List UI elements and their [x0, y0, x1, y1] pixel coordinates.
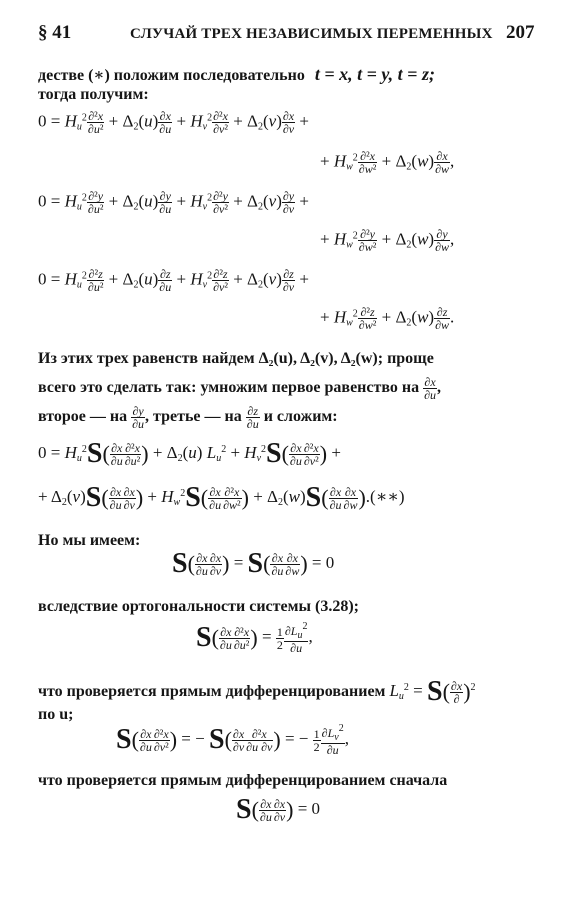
- lu-derivative-equation: S( $\frac{\partial x}{\partial u}$ $\frac{\text{∂²x}}{\text{∂u²}}$ ) = $\frac{1}{2}$ $\frac{\partial L_u^2}{\partial u}$ ,: [196, 621, 313, 655]
- page-number: 207: [506, 22, 535, 43]
- intro-line-2: тогда получим:: [38, 86, 149, 103]
- vsledstvie-line: вследствие ортогональности системы (3.28);: [38, 598, 359, 615]
- para1-line2-text: всего это сделать так: умножим первое равенство на: [38, 379, 420, 397]
- para1-line3b: , третье — на: [145, 408, 242, 426]
- proveryaetsya-text1: что проверяется прямым дифференцированием: [38, 682, 386, 700]
- equation-x-line1: $0 = H_u^2$ $\frac{\text{∂²x}}{\text{∂u²}}$ + $\Delta_2(u)$ $\frac{\partial x}{\partial u}$ + $H_v^2$ $\frac{\text{∂²x}}{\text{∂v²}}$ + $\Delta_2(v)$ $\frac{\partial x}{\partial v}$ +: [38, 109, 309, 136]
- substitutions: t = x, t = y, t = z;: [314, 64, 435, 84]
- equation-label: (∗∗): [370, 486, 405, 506]
- equation-x-line2: + $H_w^2$ $\frac{\text{∂²x}}{\text{∂w²}}$ + $\Delta_2(w)$ $\frac{\partial x}{\partial w}$ ,: [320, 149, 455, 176]
- equation-z-line1: $0 = H_u^2$ $\frac{\text{∂²z}}{\text{∂u²}}$ + $\Delta_2(u)$ $\frac{\partial z}{\partial u}$ + $H_v^2$ $\frac{\text{∂²z}}{\text{∂v²}}$ + $\Delta_2(v)$ $\frac{\partial z}{\partial v}$ +: [38, 267, 309, 294]
- sum-equation-line2: + $\Delta_2(v)S$( $\frac{\partial x}{\partial u}$ $\frac{\partial x}{\partial v}$ ) + $H_w^2S$( $\frac{\partial x}{\partial u}$ $\frac{\text{∂²x}}{\text{∂w²}}$ ) + $\Delta_2(w)S$( $\frac{\partial x}{\partial u}$ $\frac{\partial x}{\partial w}$ ).(∗∗): [38, 482, 405, 513]
- final-equation: S( $\frac{\partial x}{\partial u}$ $\frac{\partial x}{\partial v}$ ) = 0: [236, 794, 321, 825]
- para1-line1: Из этих трех равенств найдем Δ₂(u), Δ₂(v), Δ₂(w); проще: [38, 350, 434, 367]
- no-my-imeem: Но мы имеем:: [38, 532, 141, 549]
- orthogonality-equation: S( $\frac{\partial x}{\partial u}$ $\frac{\partial x}{\partial v}$ ) = S( $\frac{\partial x}{\partial u}$ $\frac{\partial x}{\partial w}$ ) = 0: [172, 548, 335, 579]
- para1-line2: всего это сделать так: умножим первое равенство на $\frac{\partial x}{\partial u}$ ,: [38, 375, 442, 402]
- equation-z-line2: + $H_w^2$ $\frac{\text{∂²z}}{\text{∂w²}}$ + $\Delta_2(w)$ $\frac{\partial z}{\partial w}$ .: [320, 305, 455, 332]
- proveryaetsya-line2: что проверяется прямым дифференцированием сначала: [38, 772, 448, 789]
- po-u-line: по u;: [38, 706, 74, 723]
- intro-text: дестве (∗) положим последовательно: [38, 67, 305, 84]
- intro-line-1: [38, 64, 435, 85]
- proveryaetsya-line1: что проверяется прямым дифференцированием $L_u^2 = S$( $\frac{\partial x}{\partial}$ )$^2$: [38, 676, 476, 707]
- equation-y-line1: $0 = H_u^2$ $\frac{\text{∂²y}}{\text{∂u²}}$ + $\Delta_2(u)$ $\frac{\partial y}{\partial u}$ + $H_v^2$ $\frac{\text{∂²y}}{\text{∂v²}}$ + $\Delta_2(v)$ $\frac{\partial y}{\partial v}$ +: [38, 189, 309, 216]
- section-number: § 41: [38, 22, 72, 43]
- running-title: СЛУЧАЙ ТРЕХ НЕЗАВИСИМЫХ ПЕРЕМЕННЫХ: [130, 26, 493, 42]
- lv-derivative-equation: S( $\frac{\partial x}{\partial u}$ $\frac{\text{∂²x}}{\text{∂v²}}$ ) = − S( $\frac{\partial x}{\partial v}$ $\frac{\text{∂²x}}{\partial u \partial v}$ ) = − $\frac{1}{2}$ $\frac{\partial L_v^2}{\partial u}$ ,: [116, 723, 349, 757]
- equation-y-line2: + $H_w^2$ $\frac{\text{∂²y}}{\text{∂w²}}$ + $\Delta_2(w)$ $\frac{\partial y}{\partial w}$ ,: [320, 227, 455, 254]
- para1-line3: второе — на $\frac{\partial y}{\partial u}$ , третье — на $\frac{\partial z}{\partial u}$ и сложим:: [38, 404, 338, 431]
- para1-line3a: второе — на: [38, 408, 128, 426]
- sum-equation-line1: $0 = H_u^2S$( $\frac{\partial x}{\partial u}$ $\frac{\text{∂²x}}{\text{∂u²}}$ ) + $\Delta_2(u) L_u^2 + H_v^2S$( $\frac{\partial x}{\partial u}$ $\frac{\text{∂²x}}{\text{∂v²}}$ ) +: [38, 438, 341, 469]
- para1-line3c: и сложим:: [263, 408, 338, 426]
